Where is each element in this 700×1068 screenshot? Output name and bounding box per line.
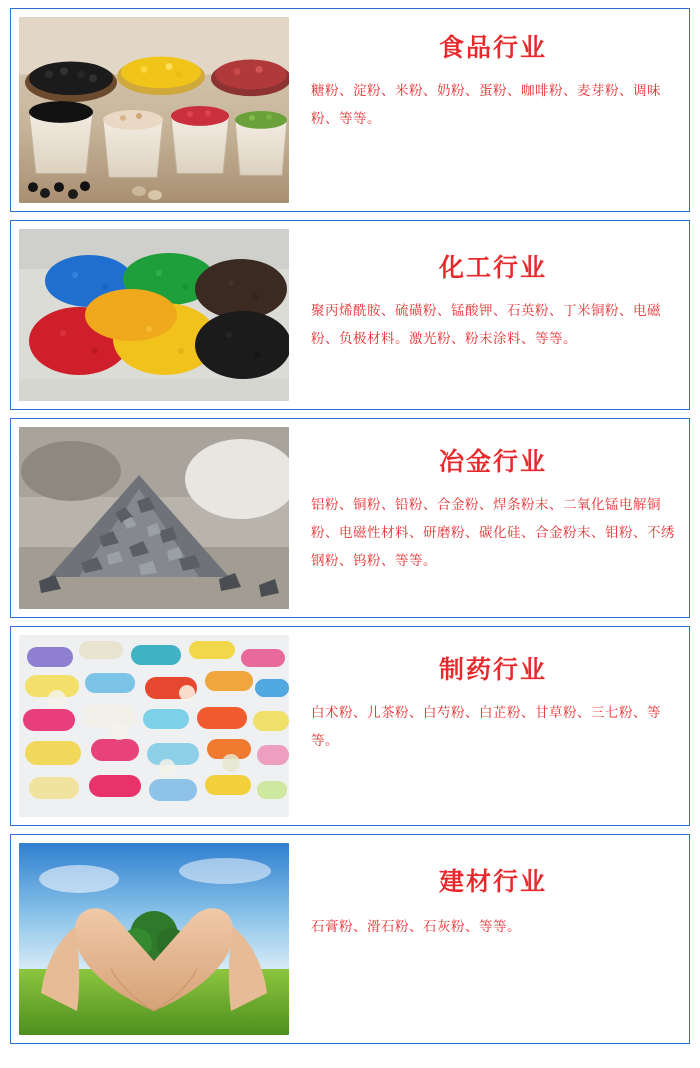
hands-forming-heart-over-tree-photo [19,843,289,1035]
card-content [289,843,681,945]
card-title: 化工行业 [438,254,547,282]
assorted-pills-and-capsules-photo [19,635,289,817]
card-content [289,17,681,137]
industry-card-building-materials [10,834,690,1044]
card-content [289,229,681,357]
card-title: 冶金行业 [438,448,547,476]
colored-plastic-granules-photo [19,229,289,401]
industry-card-metallurgy [10,418,690,618]
industry-card-pharmaceutical [10,626,690,826]
industry-card-chemical [10,220,690,410]
industry-card-food [10,8,690,212]
card-description: 糖粉、淀粉、米粉、奶粉、蛋粉、咖啡粉、麦芽粉、调味粉、等等。 [311,82,661,126]
card-description: 铝粉、铜粉、铅粉、合金粉、焊条粉末、二氧化锰电解铜粉、电磁性材料、研磨粉、碳化硅、合金粉末、钼粉、不绣钢粉、钨粉、等等。 [311,496,675,569]
card-content [289,427,681,580]
card-content [289,635,681,759]
metal-ore-granules-pile-photo [19,427,289,609]
card-title: 建材行业 [438,868,547,896]
card-description: 聚丙烯酰胺、硫磺粉、锰酸钾、石英粉、丁米铜粉、电磁粉、负极材料。激光粉、粉末涂料、等等。 [311,302,661,346]
card-description: 石膏粉、滑石粉、石灰粉、等等。 [311,918,521,934]
bowls-of-grains-and-beans-photo [19,17,289,203]
card-title: 制药行业 [438,656,547,684]
card-title: 食品行业 [438,34,547,62]
card-description: 白术粉、儿茶粉、白芍粉、白芷粉、甘草粉、三七粉、等等。 [311,704,661,748]
